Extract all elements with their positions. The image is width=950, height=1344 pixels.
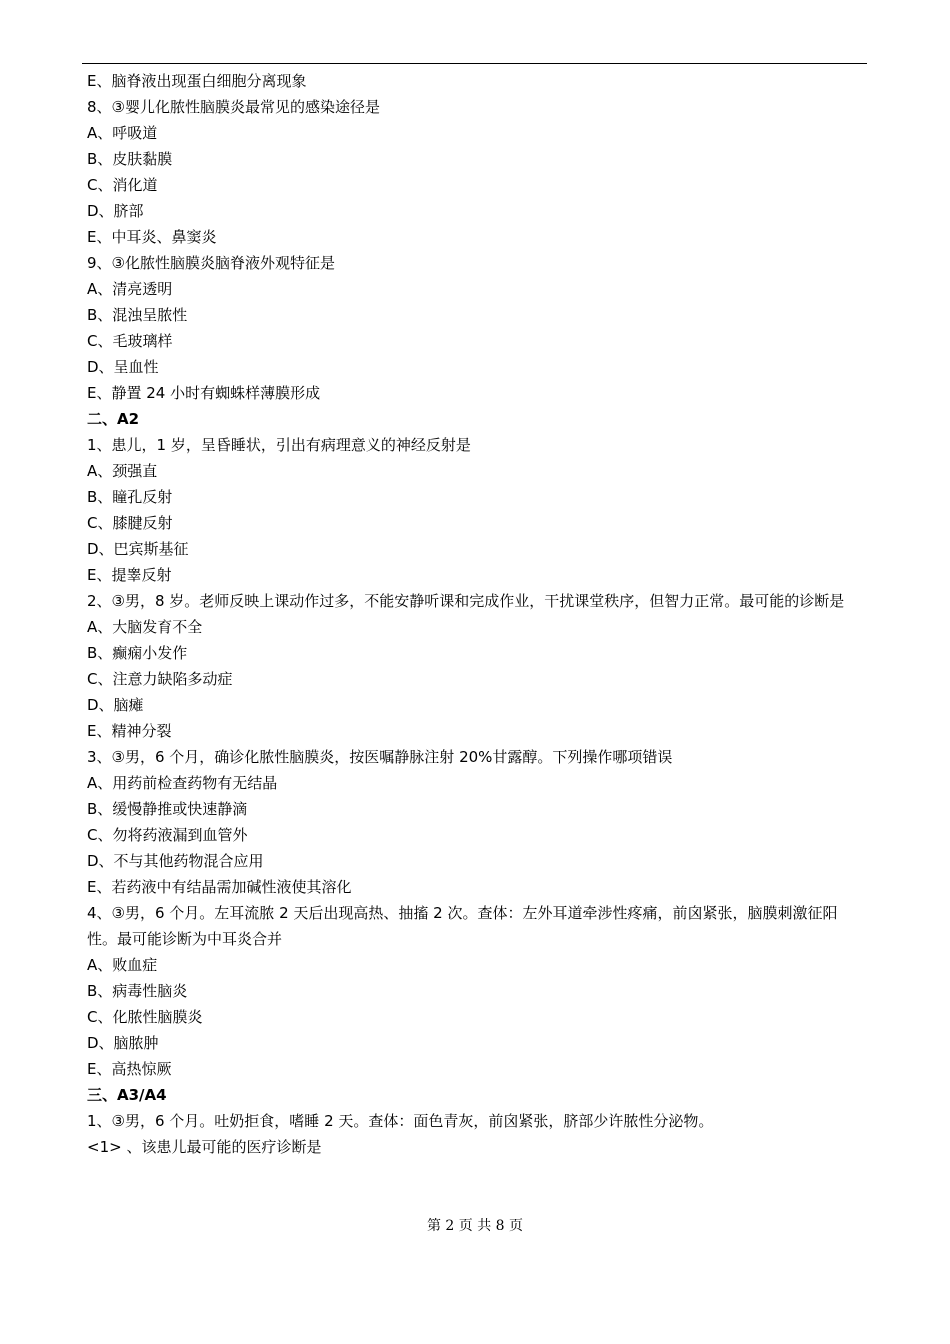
answer-option: B、缓慢静推或快速静滴 — [87, 800, 248, 818]
header-rule — [82, 63, 867, 64]
answer-option: E、高热惊厥 — [87, 1060, 172, 1078]
answer-option: D、脑脓肿 — [87, 1034, 159, 1052]
document-body — [87, 68, 867, 1160]
question-text: 4、③男，6 个月。左耳流脓 2 天后出现高热、抽搐 2 次。查体：左外耳道牵涉性疼痛，前囟紧张，脑膜刺激征阳性。最可能诊断为中耳炎合并 — [87, 904, 838, 948]
answer-option: B、癫痫小发作 — [87, 644, 188, 662]
answer-option: B、混浊呈脓性 — [87, 306, 188, 324]
answer-option: C、膝腱反射 — [87, 514, 173, 532]
answer-option: B、瞳孔反射 — [87, 488, 173, 506]
answer-option: A、颈强直 — [87, 462, 158, 480]
answer-option: D、脐部 — [87, 202, 144, 220]
answer-option: A、败血症 — [87, 956, 158, 974]
question-text: 1、③男，6 个月。吐奶拒食，嗜睡 2 天。查体：面色青灰，前囟紧张，脐部少许脓性分泌物。 — [87, 1112, 714, 1130]
question-text: 1、患儿，1 岁，呈昏睡状，引出有病理意义的神经反射是 — [87, 436, 471, 454]
answer-option: A、大脑发育不全 — [87, 618, 203, 636]
page-footer: 第 2 页 共 8 页 — [426, 1218, 524, 1234]
question-text: 8、③婴儿化脓性脑膜炎最常见的感染途径是 — [87, 98, 380, 116]
answer-option: C、消化道 — [87, 176, 158, 194]
answer-option: A、清亮透明 — [87, 280, 173, 298]
question-text: 2、③男，8 岁。老师反映上课动作过多，不能安静听课和完成作业，干扰课堂秩序，但智力正常。最可能的诊断是 — [87, 592, 845, 610]
answer-option: C、毛玻璃样 — [87, 332, 173, 350]
answer-option: C、化脓性脑膜炎 — [87, 1008, 203, 1026]
answer-option: D、巴宾斯基征 — [87, 540, 189, 558]
answer-option: B、皮肤黏膜 — [87, 150, 173, 168]
answer-option: E、精神分裂 — [87, 722, 172, 740]
answer-option: E、中耳炎、鼻窦炎 — [87, 228, 217, 246]
answer-option: B、病毒性脑炎 — [87, 982, 188, 1000]
answer-option: E、静置 24 小时有蜘蛛样薄膜形成 — [87, 384, 321, 402]
section-heading: 三、A3/A4 — [87, 1086, 167, 1104]
section-heading: 二、A2 — [87, 410, 140, 428]
question-text: 9、③化脓性脑膜炎脑脊液外观特征是 — [87, 254, 335, 272]
question-text: <1> 、该患儿最可能的医疗诊断是 — [87, 1138, 322, 1156]
answer-option: C、勿将药液漏到血管外 — [87, 826, 248, 844]
answer-option: E、若药液中有结晶需加碱性液使其溶化 — [87, 878, 352, 896]
answer-option: D、脑瘫 — [87, 696, 144, 714]
answer-option: D、呈血性 — [87, 358, 159, 376]
answer-option: E、脑脊液出现蛋白细胞分离现象 — [87, 72, 307, 90]
answer-option: E、提睾反射 — [87, 566, 172, 584]
question-text: 3、③男，6 个月，确诊化脓性脑膜炎，按医嘱静脉注射 20%甘露醇。下列操作哪项错误 — [87, 748, 673, 766]
answer-option: D、不与其他药物混合应用 — [87, 852, 264, 870]
answer-option: C、注意力缺陷多动症 — [87, 670, 233, 688]
answer-option: A、用药前检查药物有无结晶 — [87, 774, 278, 792]
answer-option: A、呼吸道 — [87, 124, 158, 142]
